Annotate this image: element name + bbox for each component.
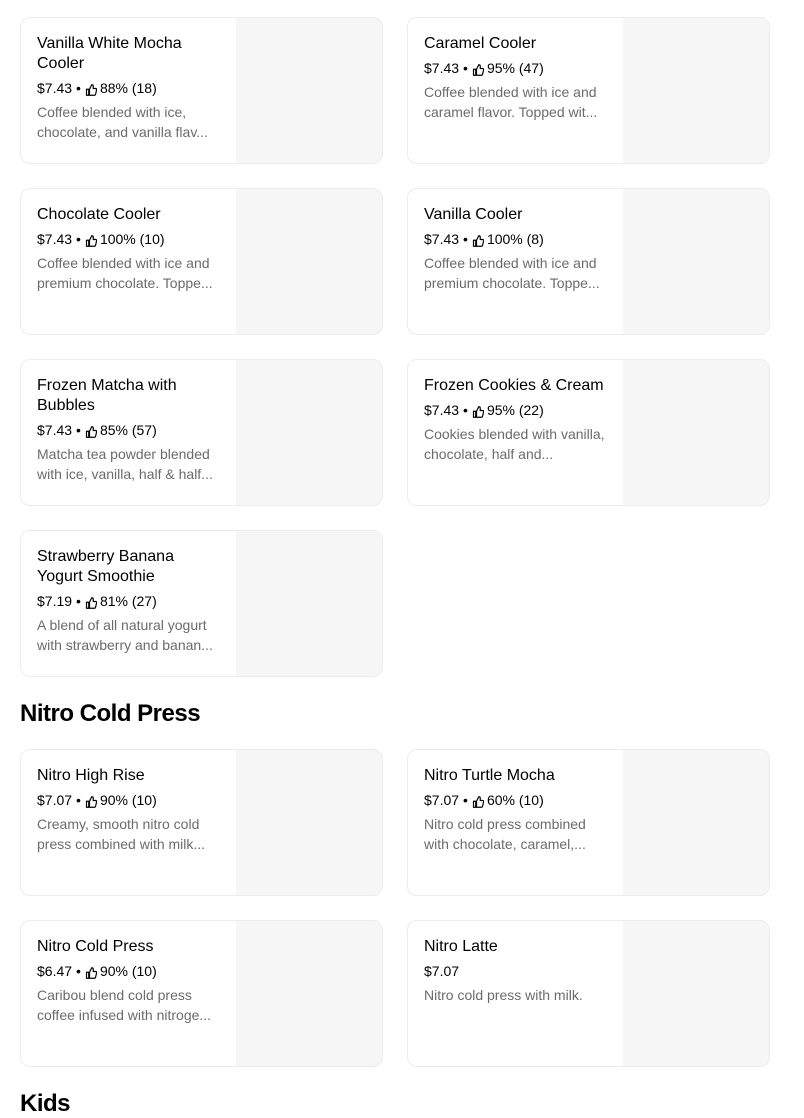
menu-item-rating: 88% (18) [99,80,157,96]
meta-separator: • [463,231,468,247]
thumbs-up-icon [85,965,97,977]
menu-item-info [37,34,222,142]
menu-item-description: Creamy, smooth nitro cold press combined with milk... [37,816,206,852]
menu-item-name: Caramel Cooler [424,35,537,52]
menu-item-description: Coffee blended with ice and caramel flavor. Topped wit... [424,84,598,120]
meta-separator: • [76,963,81,979]
menu-item-info [424,205,609,293]
menu-item-description: Coffee blended with ice and premium chocolate. Toppe... [37,255,213,291]
menu-item-rating: 90% (10) [99,792,157,808]
menu-item-card[interactable] [407,749,770,896]
menu-item-price: $6.47 [37,963,73,979]
menu-item-meta [37,79,222,97]
meta-separator: • [76,792,81,808]
menu-item-info [424,937,609,1005]
menu-item-name: Nitro Latte [424,938,498,955]
menu-item-meta [424,791,609,809]
menu-item-image [623,750,769,895]
menu-item-meta [37,230,222,248]
menu-item-name: Frozen Matcha with Bubbles [37,377,177,414]
menu-item-card[interactable] [20,920,383,1067]
thumbs-up-icon [85,424,97,436]
menu-item-image [236,750,382,895]
menu-item-name: Nitro Cold Press [37,938,154,955]
menu-item-meta [424,401,609,419]
menu-item-info [37,766,222,854]
menu-item-image [236,18,382,163]
menu-item-name: Frozen Cookies & Cream [424,377,604,394]
menu-item-name: Vanilla White Mocha Cooler [37,35,182,72]
menu-item-price: $7.43 [424,231,460,247]
menu-item-price: $7.19 [37,593,73,609]
menu-item-meta [37,962,222,980]
menu-item-card[interactable] [20,188,383,335]
menu-item-rating: 95% (47) [486,60,544,76]
menu-item-card[interactable] [20,530,383,677]
menu-item-price: $7.07 [424,963,460,979]
menu-item-info [37,547,222,655]
menu-item-name: Chocolate Cooler [37,206,161,223]
menu-item-card[interactable] [20,17,383,164]
thumbs-up-icon [472,404,484,416]
menu-item-image [236,921,382,1066]
menu-item-name: Vanilla Cooler [424,206,523,223]
thumbs-up-icon [85,233,97,245]
menu-item-price: $7.43 [424,60,460,76]
menu-item-rating: 90% (10) [99,963,157,979]
menu-item-price: $7.43 [424,402,460,418]
menu-item-meta [37,791,222,809]
thumbs-up-icon [472,794,484,806]
menu-item-price: $7.43 [37,80,73,96]
menu-item-image [623,18,769,163]
menu-item-name: Nitro High Rise [37,767,145,784]
thumbs-up-icon [85,794,97,806]
menu-item-card[interactable] [407,359,770,506]
meta-separator: • [463,792,468,808]
meta-separator: • [76,231,81,247]
menu-item-image [236,531,382,676]
menu-item-description: A blend of all natural yogurt with strawberry and banan... [37,617,213,653]
meta-separator: • [76,80,81,96]
menu-item-card[interactable] [20,359,383,506]
menu-item-rating: 85% (57) [99,422,157,438]
menu-grid-coolers [20,17,770,677]
menu-item-meta [37,592,222,610]
menu-item-image [623,921,769,1066]
menu-item-description: Nitro cold press with milk. [424,987,583,1003]
menu-item-price: $7.07 [424,792,460,808]
menu-item-rating: 95% (22) [486,402,544,418]
menu-item-info [424,766,609,854]
meta-separator: • [76,593,81,609]
menu-item-name: Nitro Turtle Mocha [424,767,555,784]
menu-item-meta [424,59,609,77]
menu-item-image [236,189,382,334]
menu-item-info [424,376,609,464]
menu-item-rating: 100% (8) [486,231,544,247]
menu-item-rating: 81% (27) [99,593,157,609]
menu-item-rating: 60% (10) [486,792,544,808]
menu-item-info [424,34,609,122]
menu-item-image [623,360,769,505]
menu-item-rating: 100% (10) [99,231,165,247]
menu-item-meta [424,230,609,248]
menu-item-meta [424,962,609,980]
menu-grid-nitro [20,749,770,1067]
meta-separator: • [463,402,468,418]
menu-item-price: $7.43 [37,422,73,438]
menu-item-description: Coffee blended with ice, chocolate, and vanilla flav... [37,104,208,140]
menu-item-meta [37,421,222,439]
thumbs-up-icon [472,233,484,245]
thumbs-up-icon [85,82,97,94]
menu-item-card[interactable] [407,920,770,1067]
menu-item-description: Nitro cold press combined with chocolate, caramel,... [424,816,586,852]
menu-item-info [37,937,222,1025]
meta-separator: • [463,60,468,76]
menu-item-info [37,376,222,484]
thumbs-up-icon [85,595,97,607]
menu-item-image [623,189,769,334]
section-title-nitro: Nitro Cold Press [20,700,201,727]
menu-item-description: Matcha tea powder blended with ice, vanilla, half & half... [37,446,213,482]
menu-item-price: $7.07 [37,792,73,808]
menu-item-image [236,360,382,505]
thumbs-up-icon [472,62,484,74]
menu-item-info [37,205,222,293]
menu-item-price: $7.43 [37,231,73,247]
menu-item-description: Coffee blended with ice and premium chocolate. Toppe... [424,255,600,291]
menu-item-card[interactable] [407,188,770,335]
menu-item-name: Strawberry Banana Yogurt Smoothie [37,548,174,585]
menu-item-description: Caribou blend cold press coffee infused with nitroge... [37,987,212,1023]
menu-item-card[interactable] [20,749,383,896]
meta-separator: • [76,422,81,438]
section-title-kids: Kids [20,1090,71,1117]
menu-item-description: Cookies blended with vanilla, chocolate, half and... [424,426,605,462]
menu-item-card[interactable] [407,17,770,164]
